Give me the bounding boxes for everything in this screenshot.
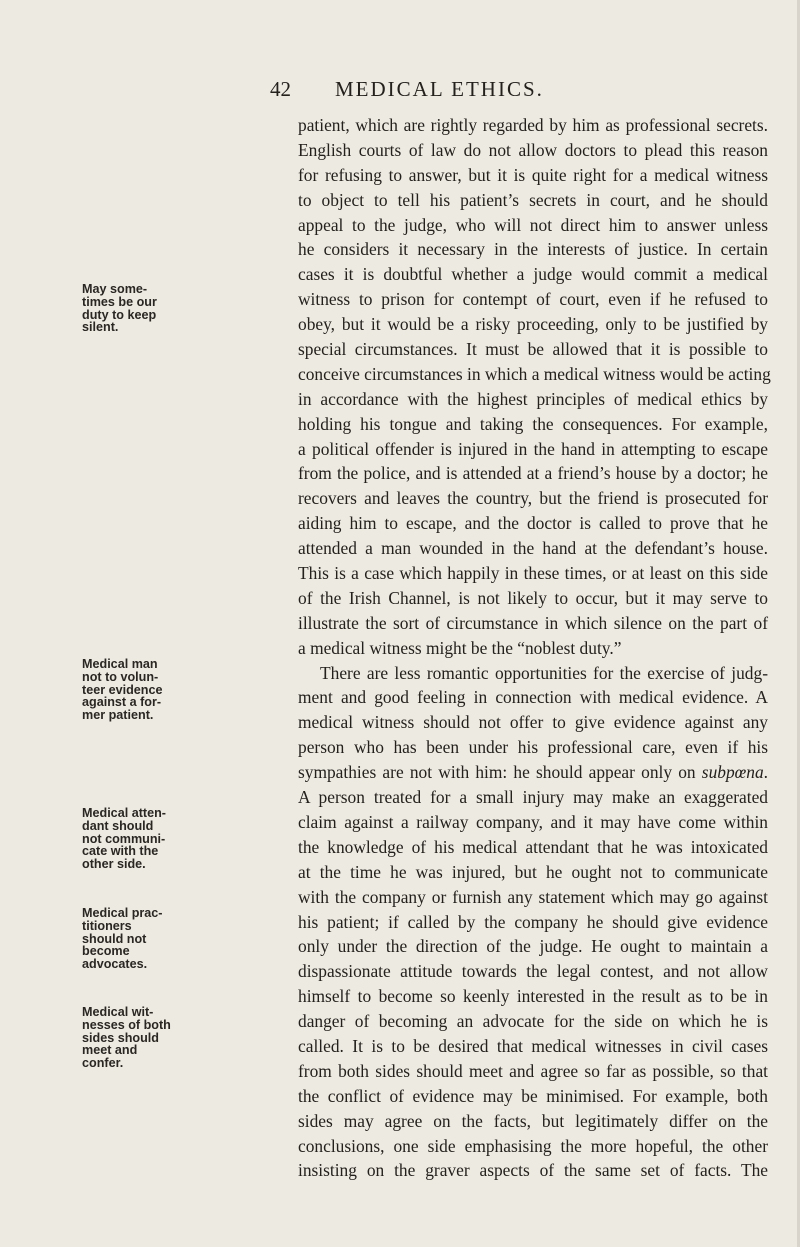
body-line: himself to become so keenly interested in the result as to be in [298,986,768,1007]
body-line: dispassionate attitude towards the legal contest, and not allow [298,961,768,982]
body-line: obey, but it would be a risky proceeding, only to be justified by [298,314,768,335]
body-line: There are less romantic opportunities for the exercise of judg- [320,662,768,683]
margin-note-line: May some- [82,282,148,296]
body-line: conceive circumstances in which a medical witness would be acting [298,363,771,384]
body-line: person who has been under his professional care, even if his [298,737,768,758]
margin-note-line: other side. [82,857,146,872]
margin-note-keep-silent [82,283,182,334]
margin-note-line: nesses of both [82,1017,171,1032]
body-line: attended a man wounded in the hand at the defendant’s house. [298,538,768,559]
body-line: to object to tell his patient’s secrets in court, and he should [298,189,768,210]
body-line: he considers it necessary in the interests of justice. In certain [298,239,768,260]
body-line: cases it is doubtful whether a judge would commit a medical [298,264,768,285]
body-line: aiding him to escape, and the doctor is called to prove that he [298,513,768,534]
page-header [0,77,800,107]
margin-note-line: not to volun- [82,669,159,684]
body-line: danger of becoming an advocate for the side on which he is [298,1011,768,1032]
margin-note-line: advocates. [82,957,148,972]
body-line: insisting on the graver aspects of the same set of facts. The [298,1160,768,1181]
margin-note-line: sides should [82,1030,159,1045]
body-line: illustrate the sort of circumstance in which silence on the part of [298,612,768,633]
margin-note-line: Medical man [82,657,158,671]
margin-note-former-patient [82,658,182,722]
margin-note-line: meet and [82,1043,138,1058]
body-line: from both sides should meet and agree so far as possible, so that [298,1060,768,1081]
body-line: special circumstances. It must be allowed that it is possible to [298,339,768,360]
body-line: holding his tongue and taking the consequences. For example, [298,413,768,434]
body-line: his patient; if called by the company he should give evidence [298,911,768,932]
margin-note-attendant [82,807,182,871]
body-line: This is a case which happily in these times, or at least on this side [298,563,768,584]
body-line: of the Irish Channel, is not likely to occur, but it may serve to [298,587,768,608]
body-line: witness to prison for contempt of court, even if he refused to [298,289,768,310]
body-line: English courts of law do not allow doctors to plead this reason [298,139,768,160]
margin-note-line: Medical wit- [82,1005,154,1019]
margin-note-line: become [82,944,130,959]
margin-note-line: not communi- [82,831,166,846]
margin-note-line: dant should [82,818,154,833]
margin-note-line: duty to keep [82,307,157,322]
page-number: 42 [270,77,291,101]
body-line: with the company or furnish any statement which may go against [298,886,768,907]
body-line: A person treated for a small injury may make an exaggerated [298,787,768,808]
body-line: medical witness should not offer to give evidence against any [298,712,768,733]
body-line: called. It is to be desired that medical witnesses in civil cases [298,1035,768,1056]
margin-note-line: confer. [82,1056,124,1071]
body-line: a political offender is injured in the hand in attempting to escape [298,438,768,459]
body-line: claim against a railway company, and it may have come within [298,811,768,832]
body-line: sides may agree on the facts, but legitimately differ on the [298,1110,768,1131]
body-line: ment and good feeling in connection with medical evidence. A [298,687,768,708]
margin-note-line: silent. [82,320,119,335]
body-line: the conflict of evidence may be minimised. For example, both [298,1085,768,1106]
margin-note-line: against a for- [82,695,162,710]
margin-note-line: Medical atten- [82,806,166,820]
margin-note-line: titioners [82,918,132,933]
body-line: appeal to the judge, who will not direct him to answer unless [298,214,768,235]
body-text [298,113,771,1183]
body-line: only under the direction of the judge. He ought to maintain a [298,936,768,957]
running-head: MEDICAL ETHICS. [335,77,544,101]
margin-note-line: times be our [82,294,157,309]
body-line: conclusions, one side emphasising the more hopeful, the other [298,1135,768,1156]
margin-note-line: mer patient. [82,708,154,723]
body-line: patient, which are rightly regarded by him as professional secrets. [298,115,768,135]
margin-note-line: cate with the [82,844,159,859]
body-line: from the police, and is attended at a friend’s house by a doctor; he [298,463,768,484]
margin-note-line: teer evidence [82,682,163,697]
margin-note-confer [82,1006,182,1070]
margin-note-line: Medical prac- [82,906,163,920]
margin-note-advocates [82,907,182,971]
body-line: in accordance with the highest principles of medical ethics by [298,388,768,409]
body-line: a medical witness might be the “noblest duty.” [298,637,622,658]
body-line: sympathies are not with him: he should appear only on subpœna. [298,762,768,783]
body-line: for refusing to answer, but it is quite right for a medical witness [298,164,768,185]
body-line: recovers and leaves the country, but the friend is prosecuted for [298,488,768,509]
body-line: the knowledge of his medical attendant that he was intoxicated [298,836,768,857]
margin-note-line: should not [82,931,147,946]
body-line: at the time he was injured, but he ought not to communicate [298,861,768,882]
